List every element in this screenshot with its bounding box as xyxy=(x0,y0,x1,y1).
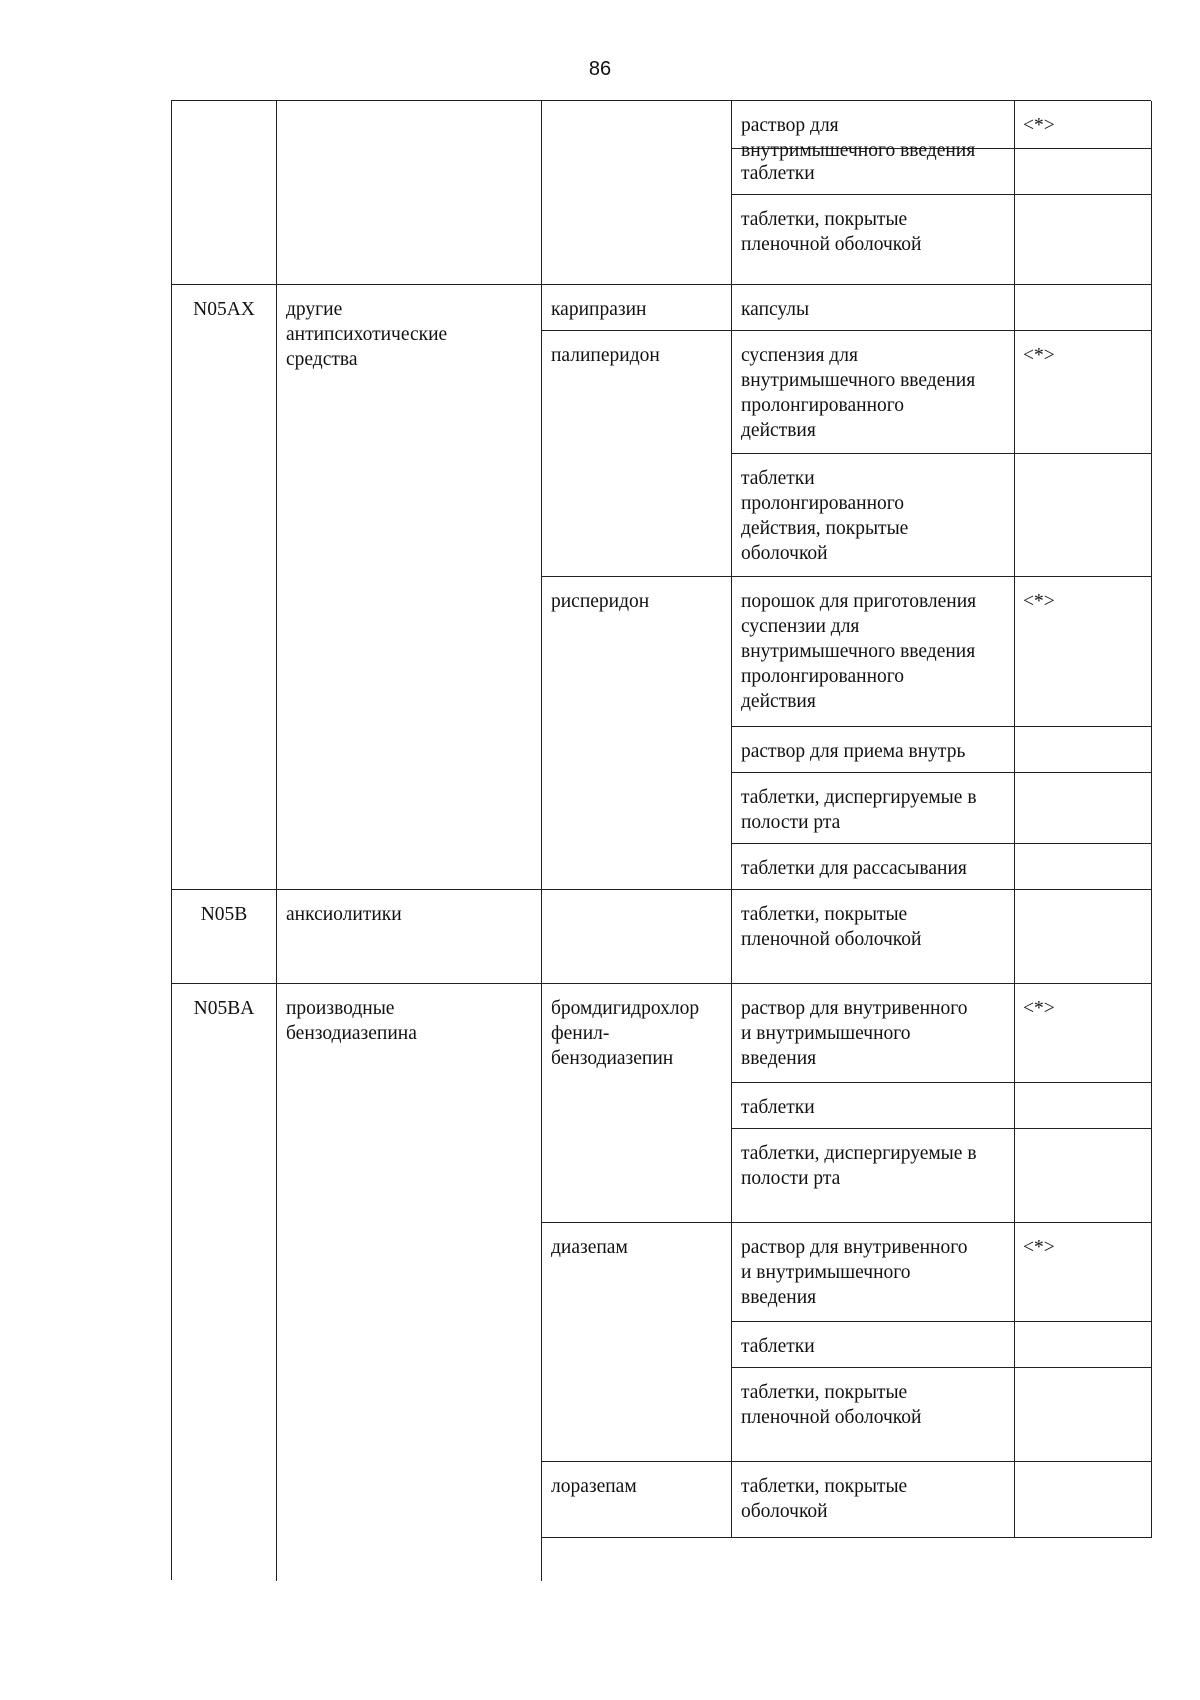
note-cell: <*> xyxy=(1015,331,1152,454)
note-cell xyxy=(1015,773,1152,844)
atc-group-cell: производные бензодиазепина xyxy=(277,984,542,1581)
dosage-form-cell: таблетки пролонгированного действия, покрытые оболочкой xyxy=(732,454,1015,577)
atc-code-cell: N05BA xyxy=(172,984,277,1581)
dosage-form-cell: раствор для внутримышечного введения xyxy=(732,101,1015,149)
dosage-form-cell: раствор для внутривенного и внутримышечного введения xyxy=(732,1223,1015,1322)
dosage-form-cell: таблетки, покрытые пленочной оболочкой xyxy=(732,890,1015,984)
note-cell xyxy=(1015,454,1152,577)
drug-name-cell: палиперидон xyxy=(542,331,732,577)
note-cell: <*> xyxy=(1015,101,1152,149)
drug-cell-empty xyxy=(542,101,732,285)
note-cell xyxy=(1015,285,1152,331)
note-cell xyxy=(1015,890,1152,984)
dosage-form-cell: капсулы xyxy=(732,285,1015,331)
dosage-form-cell: таблетки, диспергируемые в полости рта xyxy=(732,773,1015,844)
atc-group-cell: другие антипсихотические средства xyxy=(277,285,542,890)
medicines-table xyxy=(171,100,1151,1580)
drug-name-cell: диазепам xyxy=(542,1223,732,1462)
note-cell xyxy=(1015,1322,1152,1368)
dosage-form-cell: порошок для приготовления суспензии для внутримышечного введения пролонгированного действия xyxy=(732,577,1015,727)
dosage-form-cell: таблетки, диспергируемые в полости рта xyxy=(732,1129,1015,1223)
note-cell xyxy=(1015,1368,1152,1462)
note-cell xyxy=(1015,727,1152,773)
atc-code-cell: N05B xyxy=(172,890,277,984)
note-cell xyxy=(1015,195,1152,285)
dosage-form-cell: раствор для приема внутрь xyxy=(732,727,1015,773)
note-cell xyxy=(1015,1462,1152,1538)
dosage-form-cell: таблетки xyxy=(732,149,1015,195)
drug-name-cell xyxy=(542,890,732,984)
note-cell xyxy=(1015,149,1152,195)
note-cell: <*> xyxy=(1015,577,1152,727)
atc-code-cell: N05AX xyxy=(172,285,277,890)
drug-name-cell: лоразепам xyxy=(542,1462,732,1538)
drug-name-cell: бромдигидрохлор фенил- бензодиазепин xyxy=(542,984,732,1223)
note-cell xyxy=(1015,1083,1152,1129)
atc-group-cell: анксиолитики xyxy=(277,890,542,984)
dosage-form-cell: таблетки, покрытые пленочной оболочкой xyxy=(732,195,1015,285)
note-cell xyxy=(1015,844,1152,890)
page-number: 86 xyxy=(588,58,612,80)
note-cell: <*> xyxy=(1015,1223,1152,1322)
dosage-form-cell: таблетки, покрытые пленочной оболочкой xyxy=(732,1368,1015,1462)
dosage-form-cell: таблетки xyxy=(732,1322,1015,1368)
dosage-form-cell: суспензия для внутримышечного введения пролонгированного действия xyxy=(732,331,1015,454)
dosage-form-cell: таблетки для рассасывания xyxy=(732,844,1015,890)
group-cell-empty xyxy=(277,101,542,285)
note-cell: <*> xyxy=(1015,984,1152,1083)
drug-name-cell: рисперидон xyxy=(542,577,732,890)
code-cell-empty xyxy=(172,101,277,285)
dosage-form-cell: таблетки, покрытые оболочкой xyxy=(732,1462,1015,1538)
drug-name-cell: карипразин xyxy=(542,285,732,331)
dosage-form-cell: раствор для внутривенного и внутримышечного введения xyxy=(732,984,1015,1083)
note-cell xyxy=(1015,1129,1152,1223)
dosage-form-cell: таблетки xyxy=(732,1083,1015,1129)
